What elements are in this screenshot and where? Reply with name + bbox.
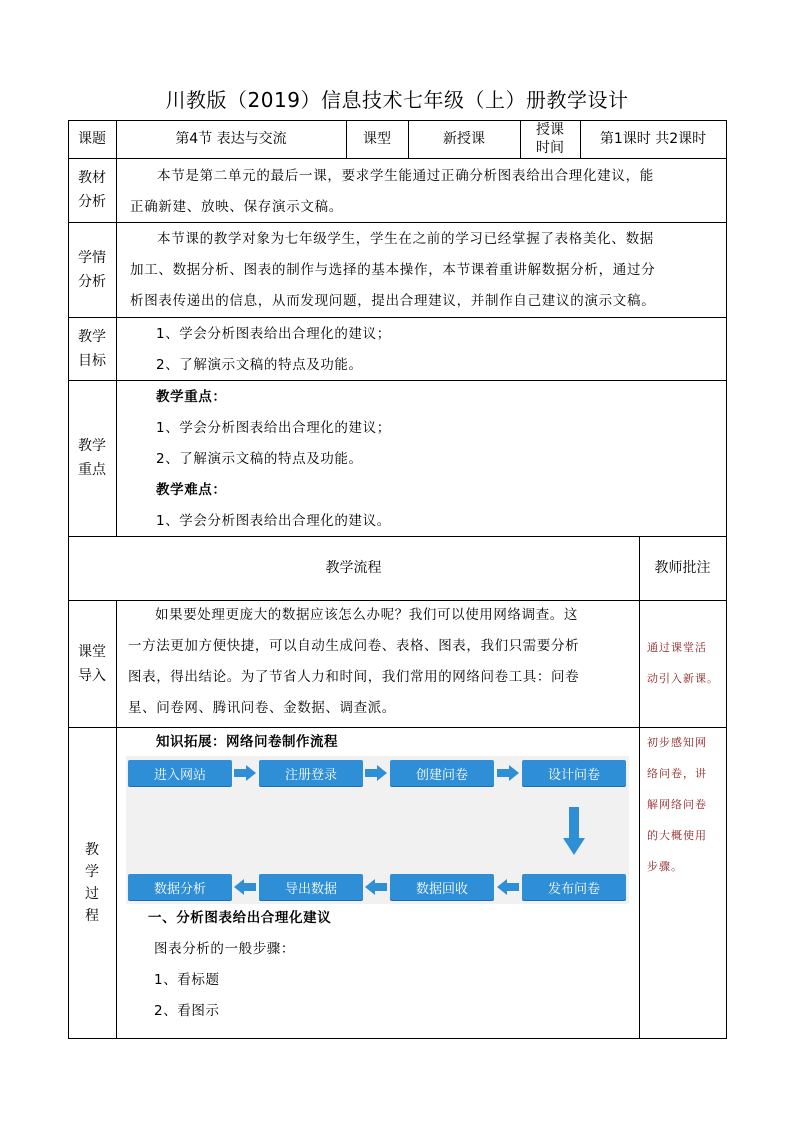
intro-line: 一方法更加方便快捷，可以自动生成问卷、表格、图表，我们只需要分析 (128, 638, 580, 654)
keypoints-text (116, 380, 726, 536)
flow-step-collect: 数据回收 (390, 874, 494, 900)
goals-text (116, 317, 726, 380)
flow-step-design: 设计问卷 (522, 760, 626, 786)
steps-intro: 图表分析的一般步骤： (154, 941, 295, 957)
arrow-left-icon (364, 878, 388, 896)
learner-text (116, 222, 726, 317)
flow-step-publish: 发布问卷 (522, 874, 626, 900)
process-note-line: 步骤。 (647, 860, 683, 873)
arrow-right-icon (496, 764, 520, 782)
type-value: 新授课 (443, 130, 485, 147)
process-note (639, 727, 726, 1038)
notes-header: 教师批注 (654, 559, 711, 576)
intro-note-line: 动引入新课。 (647, 672, 719, 685)
material-line: 正确新建、放映、保存演示文稿。 (130, 199, 343, 215)
intro-note (639, 600, 726, 727)
flow-step-export: 导出数据 (259, 874, 363, 900)
flow-step-register: 注册登录 (259, 760, 363, 786)
process-note-line: 初步感知网 (647, 736, 707, 749)
arrow-left-icon (233, 878, 257, 896)
goals-label: 教学 目标 (78, 328, 106, 369)
process-header: 教学流程 (325, 559, 382, 576)
intro-note-line: 通过课堂活 (647, 641, 707, 654)
lesson-value: 第4节 表达与交流 (175, 130, 287, 147)
section-title: 一、分析图表给出合理化建议 (148, 910, 332, 926)
learner-label: 学情 分析 (78, 249, 106, 290)
key-item: 2、了解演示文稿的特点及功能。 (156, 451, 363, 467)
learner-line: 加工、数据分析、图表的制作与选择的基本操作，本节课着重讲解数据分析，通过分 (130, 262, 656, 278)
process-note-line: 的大概使用 (647, 829, 707, 842)
learner-line: 析图表传递出的信息，从而发现问题，提出合理建议，并制作自己建议的演示文稿。 (130, 293, 656, 309)
intro-line: 图表，得出结论。为了节省人力和时间，我们常用的网络问卷工具：问卷 (128, 669, 580, 685)
learner-line: 本节课的教学对象为七年级学生，学生在之前的学习已经掌握了表格美化、数据 (157, 231, 654, 247)
document-title: 川教版（2019）信息技术七年级（上）册教学设计 (165, 88, 629, 112)
intro-line: 如果要处理更庞大的数据应该怎么办呢？我们可以使用网络调查。这 (155, 607, 578, 623)
difficult-item: 1、学会分析图表给出合理化的建议。 (156, 513, 391, 529)
arrow-right-icon (233, 764, 257, 782)
arrow-right-icon (364, 764, 388, 782)
material-text (116, 158, 726, 222)
key-item: 1、学会分析图表给出合理化的建议； (156, 420, 391, 436)
process-label: 教 学 过 程 (85, 841, 99, 924)
time-label: 授课 时间 (536, 122, 564, 156)
flow-step-create: 创建问卷 (390, 760, 494, 786)
table-rule (726, 120, 727, 1039)
difficult-title: 教学难点： (156, 482, 227, 498)
table-rule (68, 1038, 727, 1039)
arrow-left-icon (496, 878, 520, 896)
step-item: 1、看标题 (154, 972, 220, 988)
flow-step-enter-site: 进入网站 (128, 760, 232, 786)
arrow-down-icon (562, 806, 586, 856)
type-label: 课型 (363, 130, 391, 147)
material-line: 本节是第二单元的最后一课，要求学生能通过正确分析图表给出合理化建议，能 (157, 168, 654, 184)
intro-line: 星、问卷网、腾讯问卷、金数据、调查派。 (128, 700, 396, 716)
goal-item: 2、了解演示文稿的特点及功能。 (156, 357, 363, 373)
lesson-label: 课题 (78, 131, 106, 147)
intro-label: 课堂 导入 (78, 643, 106, 684)
material-label: 教材 分析 (78, 170, 106, 210)
keypoints-label: 教学 重点 (78, 438, 106, 478)
goal-item: 1、学会分析图表给出合理化的建议； (156, 326, 391, 342)
time-value: 第1课时 共2课时 (599, 130, 707, 147)
key-title: 教学重点： (156, 389, 227, 405)
expand-title: 知识拓展：网络问卷制作流程 (156, 734, 338, 750)
process-note-line: 解网络问卷 (647, 798, 707, 811)
process-text (116, 903, 639, 1038)
step-item: 2、看图示 (154, 1003, 220, 1019)
intro-text (116, 600, 639, 727)
flow-step-analyze: 数据分析 (128, 874, 232, 900)
process-note-line: 络问卷，讲 (647, 767, 707, 780)
